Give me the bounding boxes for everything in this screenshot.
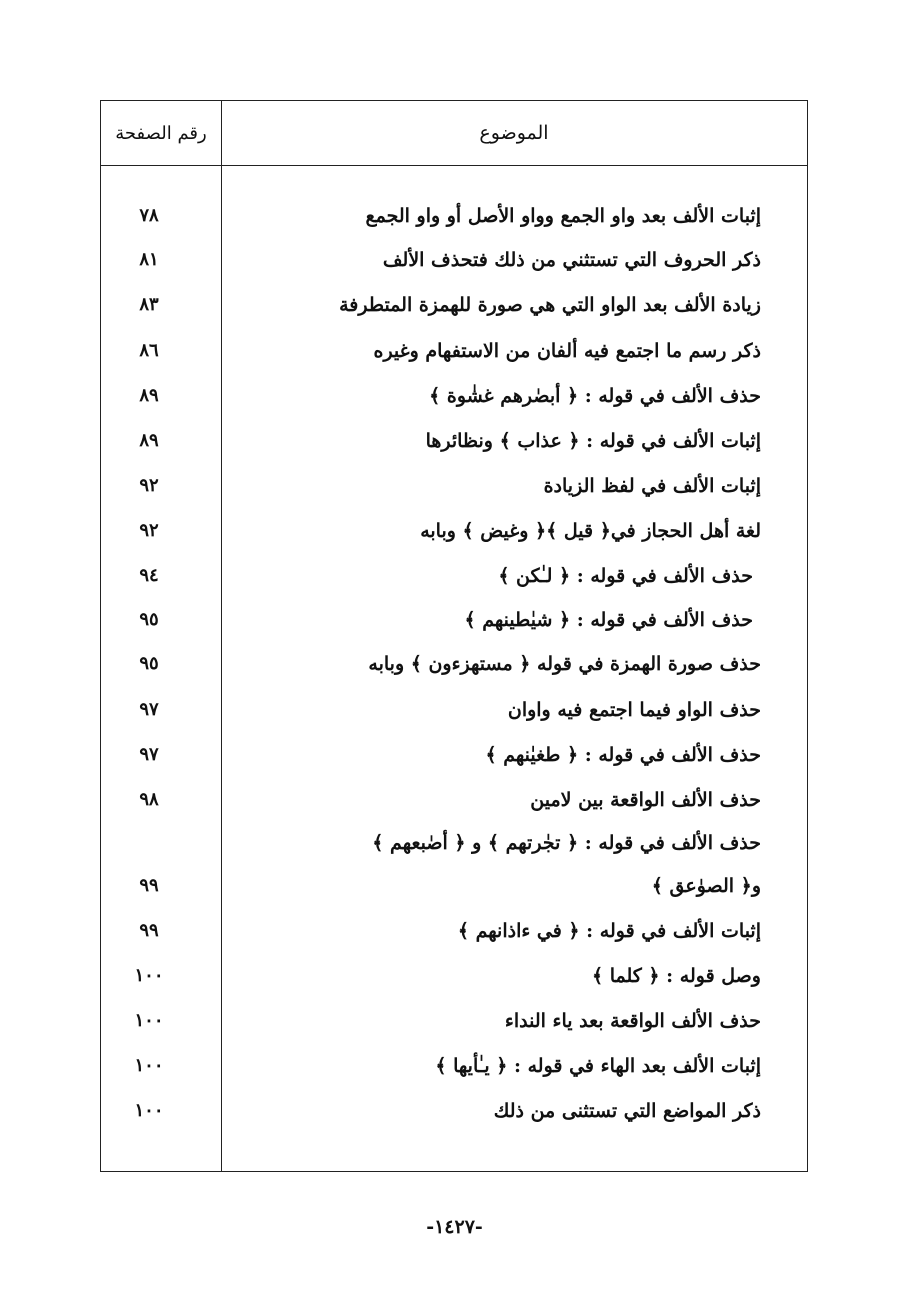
- toc-row: [101, 778, 807, 822]
- page-number: -١٤٢٧-: [426, 1216, 483, 1238]
- toc-topic: و﴿ الصوٰعق ﴾: [651, 875, 761, 897]
- toc-page: ٩٥: [139, 653, 159, 674]
- toc-topic: وصل قوله : ﴿ كلما ﴾: [591, 965, 761, 987]
- toc-topic: حذف الألف الواقعة بين لامين: [530, 789, 761, 811]
- toc-row: [101, 733, 807, 777]
- toc-row: [101, 329, 807, 373]
- toc-row: [101, 1089, 807, 1133]
- toc-row: [101, 642, 807, 686]
- toc-table: [100, 100, 808, 1172]
- toc-topic: زيادة الألف بعد الواو التي هي صورة للهمزة المتطرفة: [339, 294, 761, 316]
- toc-topic: إثبات الألف في لفظ الزيادة: [543, 475, 761, 497]
- toc-page: ٩٧: [139, 744, 159, 765]
- toc-page: [101, 821, 197, 865]
- toc-page: ٨٩: [139, 385, 159, 406]
- toc-topic: إثبات الألف بعد واو الجمع وواو الأصل أو واو الجمع: [365, 205, 761, 227]
- toc-row: [101, 509, 807, 553]
- toc-row: [101, 464, 807, 508]
- toc-row: [101, 864, 807, 908]
- toc-topic: حذف الألف في قوله : ﴿ لـٰكن ﴾: [498, 565, 753, 587]
- toc-page: ٩٢: [139, 520, 159, 541]
- toc-topic: لغة أهل الحجاز في﴿ قيل ﴾﴿ وغيض ﴾ وبابه: [420, 520, 761, 542]
- toc-row: [101, 909, 807, 953]
- toc-row: [101, 954, 807, 998]
- toc-page: ٨٩: [139, 430, 159, 451]
- toc-row: [101, 598, 807, 642]
- toc-topic: إثبات الألف في قوله : ﴿ في ءاذانهم ﴾: [457, 920, 761, 942]
- toc-topic: حذف الواو فيما اجتمع فيه واوان: [507, 699, 761, 721]
- toc-page: ٩٩: [139, 875, 159, 896]
- toc-page: ١٠٠: [134, 1010, 164, 1031]
- toc-page: ٩٤: [139, 565, 159, 586]
- toc-row: [101, 1044, 807, 1088]
- toc-page: ٨٦: [139, 340, 159, 361]
- toc-row: [101, 283, 807, 327]
- toc-row: [101, 554, 807, 598]
- toc-topic: حذف الألف في قوله : ﴿ طغيٰنهم ﴾: [485, 744, 761, 766]
- toc-row: [101, 688, 807, 732]
- toc-topic: حذف الألف في قوله : ﴿ شيٰطينهم ﴾: [464, 609, 753, 631]
- header-topic: الموضوع: [479, 122, 549, 144]
- toc-row: [101, 238, 807, 282]
- header-page-number: رقم الصفحة: [115, 122, 207, 144]
- toc-page: ٩٧: [139, 699, 159, 720]
- toc-page: ١٠٠: [134, 965, 164, 986]
- toc-page: ٩٩: [139, 920, 159, 941]
- toc-topic: ذكر رسم ما اجتمع فيه ألفان من الاستفهام وغيره: [373, 340, 761, 362]
- toc-topic: حذف الألف في قوله : ﴿ أبصٰرهم غشٰوة ﴾: [429, 385, 761, 407]
- toc-topic: حذف الألف الواقعة بعد ياء النداء: [504, 1010, 761, 1032]
- toc-topic: حذف صورة الهمزة في قوله ﴿ مستهزءون ﴾ وبابه: [368, 653, 761, 675]
- toc-page: ٨٣: [139, 294, 159, 315]
- toc-topic: إثبات الألف بعد الهاء في قوله : ﴿ يـٰأيها ﴾: [435, 1055, 761, 1077]
- toc-page: ٩٥: [139, 609, 159, 630]
- toc-row: [101, 194, 807, 238]
- toc-topic: ذكر الحروف التي تستثني من ذلك فتحذف الألف: [382, 249, 761, 271]
- toc-page: ١٠٠: [134, 1055, 164, 1076]
- header-divider: [101, 165, 807, 166]
- toc-page: ٩٢: [139, 475, 159, 496]
- toc-topic: ذكر المواضع التي تستثنى من ذلك: [493, 1100, 761, 1122]
- toc-topic: حذف الألف في قوله : ﴿ تجٰرتهم ﴾ و ﴿ أصٰبعهم ﴾: [372, 832, 761, 854]
- toc-row: [101, 821, 807, 865]
- toc-row: [101, 999, 807, 1043]
- toc-page: ١٠٠: [134, 1100, 164, 1121]
- toc-topic: إثبات الألف في قوله : ﴿ عذاب ﴾ ونظائرها: [425, 430, 761, 452]
- toc-page: ٩٨: [139, 789, 159, 810]
- toc-row: [101, 374, 807, 418]
- toc-row: [101, 419, 807, 463]
- toc-page: ٨١: [139, 249, 159, 270]
- toc-page: ٧٨: [139, 205, 159, 226]
